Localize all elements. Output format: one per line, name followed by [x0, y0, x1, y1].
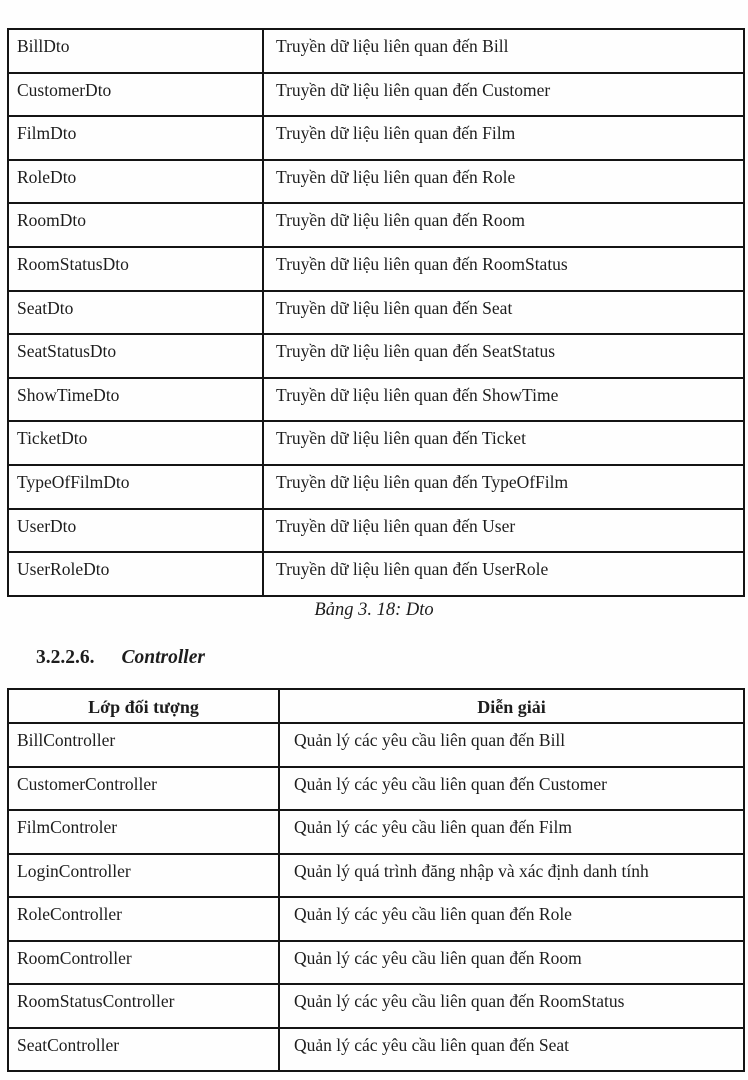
table-row — [8, 941, 744, 985]
column-header-class: Lớp đối tượng — [8, 689, 279, 723]
dto-class-name: UserDto — [8, 509, 263, 553]
controller-class-description: Quản lý quá trình đăng nhập và xác định danh tính — [279, 854, 744, 898]
table-row — [8, 810, 744, 854]
controller-class-name: RoleController — [8, 897, 279, 941]
column-header-explanation: Diễn giải — [279, 689, 744, 723]
dto-class-name: SeatDto — [8, 291, 263, 335]
table-row — [8, 378, 744, 422]
controller-class-name: RoomStatusController — [8, 984, 279, 1028]
table-row — [8, 421, 744, 465]
controller-class-description: Quản lý các yêu cầu liên quan đến Seat — [279, 1028, 744, 1072]
table-row — [8, 723, 744, 767]
controller-class-name: FilmControler — [8, 810, 279, 854]
dto-class-description: Truyền dữ liệu liên quan đến Ticket — [263, 421, 744, 465]
dto-class-description: Truyền dữ liệu liên quan đến TypeOfFilm — [263, 465, 744, 509]
dto-class-name: TypeOfFilmDto — [8, 465, 263, 509]
controller-class-name: RoomController — [8, 941, 279, 985]
dto-class-description: Truyền dữ liệu liên quan đến Seat — [263, 291, 744, 335]
dto-class-description: Truyền dữ liệu liên quan đến RoomStatus — [263, 247, 744, 291]
table-row — [8, 897, 744, 941]
table-header-row — [8, 689, 744, 723]
dto-table — [7, 28, 745, 597]
controller-class-name: SeatController — [8, 1028, 279, 1072]
table-row — [8, 1028, 744, 1072]
table-caption: Bảng 3. 18: Dto — [314, 600, 434, 620]
dto-class-name: TicketDto — [8, 421, 263, 465]
dto-class-description: Truyền dữ liệu liên quan đến ShowTime — [263, 378, 744, 422]
section-title: Controller — [121, 647, 205, 668]
dto-class-name: RoomStatusDto — [8, 247, 263, 291]
dto-class-description: Truyền dữ liệu liên quan đến Film — [263, 116, 744, 160]
table-row — [8, 984, 744, 1028]
table-row — [8, 465, 744, 509]
table-row — [8, 73, 744, 117]
section-number: 3.2.2.6. — [36, 647, 95, 668]
controller-class-name: BillController — [8, 723, 279, 767]
controller-class-description: Quản lý các yêu cầu liên quan đến Bill — [279, 723, 744, 767]
dto-class-description: Truyền dữ liệu liên quan đến Role — [263, 160, 744, 204]
controller-class-description: Quản lý các yêu cầu liên quan đến RoomStatus — [279, 984, 744, 1028]
controller-class-description: Quản lý các yêu cầu liên quan đến Film — [279, 810, 744, 854]
table-row — [8, 116, 744, 160]
dto-class-name: UserRoleDto — [8, 552, 263, 596]
dto-class-description: Truyền dữ liệu liên quan đến Room — [263, 203, 744, 247]
dto-class-description: Truyền dữ liệu liên quan đến SeatStatus — [263, 334, 744, 378]
table-row — [8, 247, 744, 291]
table-row — [8, 203, 744, 247]
dto-class-name: ShowTimeDto — [8, 378, 263, 422]
section-heading — [36, 645, 205, 671]
dto-class-description: Truyền dữ liệu liên quan đến UserRole — [263, 552, 744, 596]
dto-class-description: Truyền dữ liệu liên quan đến Customer — [263, 73, 744, 117]
dto-class-description: Truyền dữ liệu liên quan đến Bill — [263, 29, 744, 73]
table-row — [8, 767, 744, 811]
controller-class-name: LoginController — [8, 854, 279, 898]
table-row — [8, 29, 744, 73]
dto-class-name: RoleDto — [8, 160, 263, 204]
controller-class-description: Quản lý các yêu cầu liên quan đến Customer — [279, 767, 744, 811]
dto-class-name: SeatStatusDto — [8, 334, 263, 378]
dto-class-description: Truyền dữ liệu liên quan đến User — [263, 509, 744, 553]
controller-class-name: CustomerController — [8, 767, 279, 811]
dto-class-name: FilmDto — [8, 116, 263, 160]
table-row — [8, 509, 744, 553]
table-row — [8, 291, 744, 335]
table-row — [8, 160, 744, 204]
dto-class-name: RoomDto — [8, 203, 263, 247]
dto-class-name: BillDto — [8, 29, 263, 73]
table-row — [8, 552, 744, 596]
table-row — [8, 854, 744, 898]
controller-class-description: Quản lý các yêu cầu liên quan đến Role — [279, 897, 744, 941]
controller-table — [7, 688, 745, 1072]
controller-class-description: Quản lý các yêu cầu liên quan đến Room — [279, 941, 744, 985]
table-row — [8, 334, 744, 378]
dto-class-name: CustomerDto — [8, 73, 263, 117]
